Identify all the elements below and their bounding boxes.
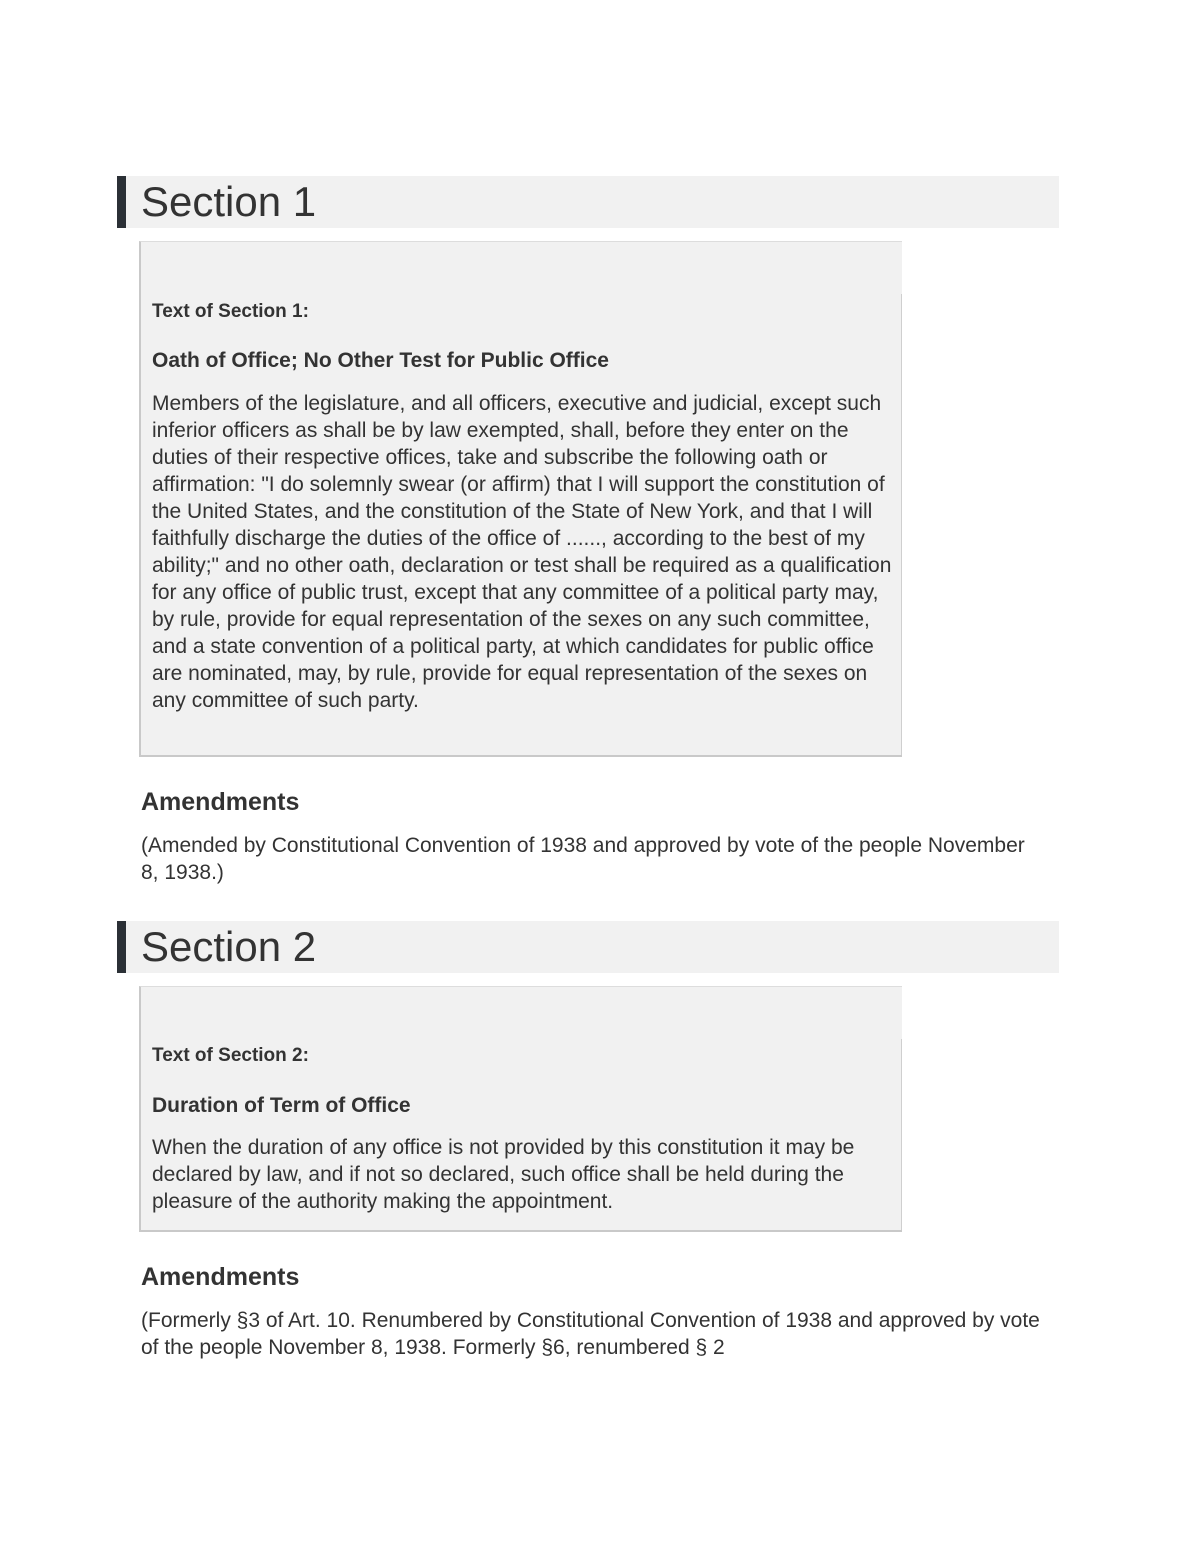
section-1-text-body: Members of the legislature, and all officers, executive and judicial, except such inferior officers as shall be by law exempted, shall, before they enter on the duties of their respective offices, take and subscribe the following oath or affirmation: "I do solemnly swear (or affirm) that I will support the constitution of the United States, and the constitution of the State of New York, and that I will faithfully discharge the duties of the office of ......, according to the best of my ability;" and no other oath, declaration or test shall be required as a qualification for any office of public trust, except that any committee of a political party may, by rule, provide for equal representation of the sexes on any such committee, and a state convention of a political party, at which candidates for public office are nominated, may, by rule, provide for equal representation of the sexes on any committee of such party. — [152, 392, 892, 712]
section-2-text-body: When the duration of any office is not provided by this constitution it may be declared by law, and if not so declared, such office shall be held during the pleasure of the authority making the appointment. — [152, 1136, 855, 1213]
section-2-amendments-text: (Formerly §3 of Art. 10. Renumbered by Constitutional Convention of 1938 and approved by vote of the people November 8, 1938. Formerly §6, renumbered § 2 — [141, 1309, 1040, 1359]
section-1-title: Section 1 — [141, 178, 317, 225]
section-2-text-heading: Duration of Term of Office — [152, 1094, 411, 1117]
section-2-header — [117, 921, 1059, 973]
box-edge — [901, 294, 902, 755]
section-2-text-label: Text of Section 2: — [152, 1045, 309, 1066]
section-2-title: Section 2 — [141, 923, 317, 970]
section-1-text-heading: Oath of Office; No Other Test for Public Office — [152, 349, 609, 372]
section-1-text-label: Text of Section 1: — [152, 301, 309, 322]
section-1-amendments-text: (Amended by Constitutional Convention of 1938 and approved by vote of the people November 8, 1938.) — [141, 834, 1025, 884]
section-1-amendments-heading: Amendments — [141, 788, 300, 816]
box-edge — [901, 1039, 902, 1230]
section-2-text-box — [139, 986, 902, 1232]
section-1-text-box — [139, 241, 902, 757]
section-2-amendments-heading: Amendments — [141, 1263, 300, 1291]
section-1-header — [117, 176, 1059, 228]
